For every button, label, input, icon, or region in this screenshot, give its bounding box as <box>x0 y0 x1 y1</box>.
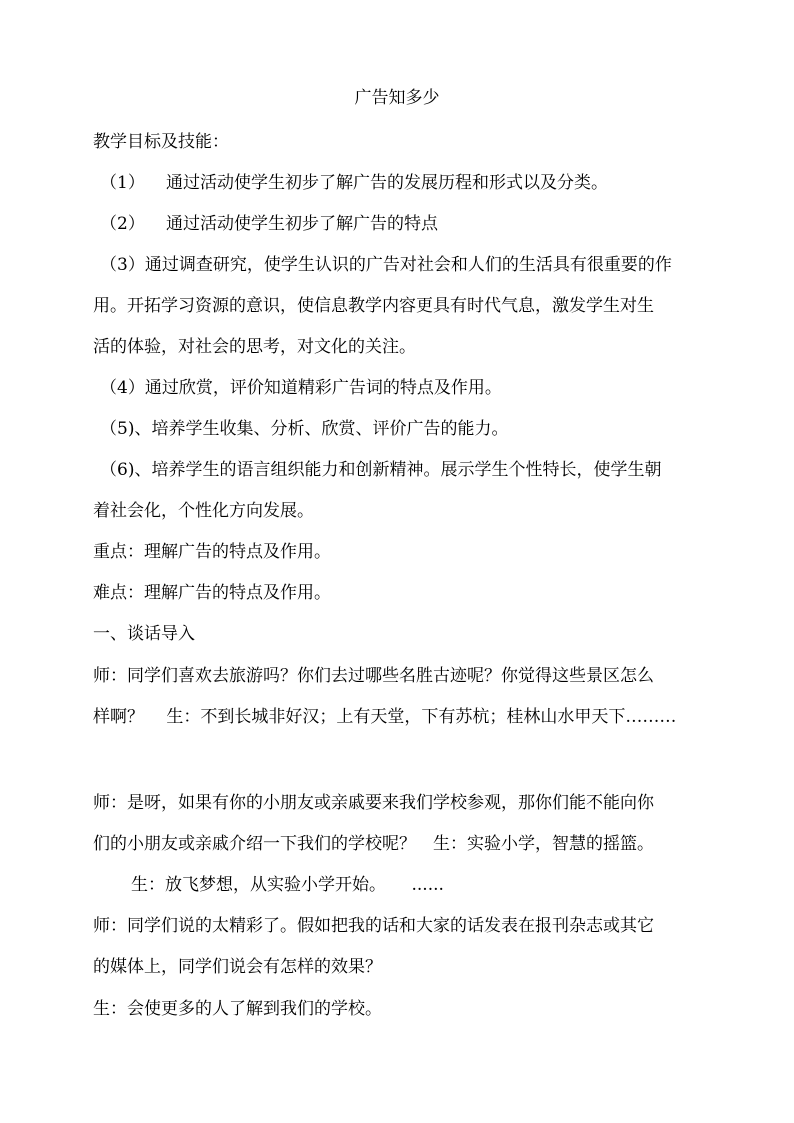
dialog-1-line-1: 师：同学们喜欢去旅游吗？你们去过哪些名胜古迹呢？你觉得这些景区怎么 <box>93 666 654 686</box>
dialog-2-line-2: 们的小朋友或亲戚介绍一下我们的学校呢？ 生：实验小学，智慧的摇篮。 <box>93 834 654 854</box>
objectives-heading: 教学目标及技能： <box>93 132 229 152</box>
dialog-3-line-1: 师：同学们说的太精彩了。假如把我的话和大家的话发表在报刊杂志或其它 <box>93 916 654 936</box>
objective-2 <box>100 212 438 236</box>
objective-3-line-1: （3）通过调查研究，使学生认识的广告对社会和人们的生活具有很重要的作 <box>100 255 672 275</box>
objective-6-line-2: 着社会化，个性化方向发展。 <box>93 501 314 521</box>
objective-3-line-2: 用。开拓学习资源的意识，使信息教学内容更具有时代气息，激发学生对生 <box>93 296 654 316</box>
dialog-3-line-2: 的媒体上，同学们说会有怎样的效果？ <box>93 957 382 977</box>
dialog-4: 生：会使更多的人了解到我们的学校。 <box>93 999 382 1019</box>
section-1-heading: 一、谈话导入 <box>93 624 195 644</box>
difficult-point: 难点：理解广告的特点及作用。 <box>93 583 331 603</box>
key-point: 重点：理解广告的特点及作用。 <box>93 542 331 562</box>
objective-1-text: 通过活动使学生初步了解广告的发展历程和形式以及分类。 <box>166 173 608 193</box>
objective-1 <box>100 171 608 195</box>
objective-2-text: 通过活动使学生初步了解广告的特点 <box>166 214 438 234</box>
objective-1-number: （1） <box>100 173 145 193</box>
objective-5: （5)、培养学生收集、分析、欣赏、评价广告的能力。 <box>100 419 509 439</box>
objective-6-line-1: （6)、培养学生的语言组织能力和创新精神。展示学生个性特长，使学生朝 <box>100 460 662 480</box>
dialog-2-line-1: 师：是呀，如果有你的小朋友或亲戚要来我们学校参观，那你们能不能向你 <box>93 793 654 813</box>
dialog-1-line-2: 样啊？ 生：不到长城非好汉；上有天堂，下有苏杭；桂林山水甲天下……… <box>93 707 677 727</box>
objective-2-number: （2） <box>100 214 145 234</box>
document-title: 广告知多少 <box>354 88 440 108</box>
dialog-2-line-3: 生：放飞梦想，从实验小学开始。 ...... <box>131 875 444 895</box>
objective-3-line-3: 活的体验，对社会的思考，对文化的关注。 <box>93 337 416 357</box>
objective-4: （4）通过欣赏，评价知道精彩广告词的特点及作用。 <box>100 378 502 398</box>
